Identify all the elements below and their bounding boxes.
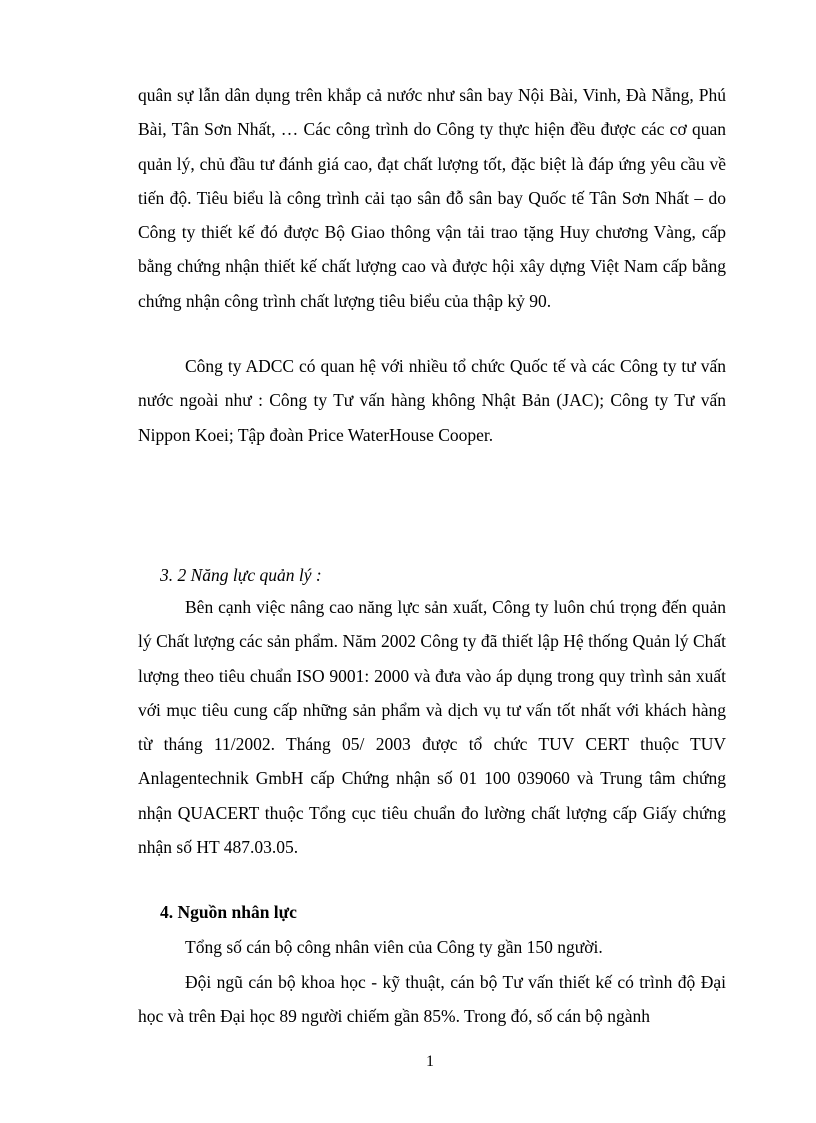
paragraph-airport-projects: quân sự lẫn dân dụng trên khắp cả nước như sân bay Nội Bài, Vinh, Đà Nẵng, Phú Bài, Tân Sơn Nhất, … Các công trình do Công ty thực hiện đều được các cơ quan quản lý, chủ đầu tư đánh giá cao, đạt chất lượng tốt, đặc biệt là đáp ứng yêu cầu về tiến độ. Tiêu biểu là công trình cải tạo sân đỗ sân bay Quốc tế Tân Sơn Nhất – do Công ty thiết kế đó được Bộ Giao thông vận tải trao tặng Huy chương Vàng, cấp bằng chứng nhận thiết kế chất lượng cao và được hội xây dựng Việt Nam cấp bằng chứng nhận công trình chất lượng tiêu biểu của thập kỷ 90. — [138, 85, 726, 311]
paragraph-staff-count: Tổng số cán bộ công nhân viên của Công ty gần 150 người. — [185, 937, 603, 957]
section-heading-human-resources: 4. Nguồn nhân lực — [160, 902, 297, 922]
paragraph-staff-qualifications: Đội ngũ cán bộ khoa học - kỹ thuật, cán bộ Tư vấn thiết kế có trình độ Đại học và trên Đại học 89 người chiếm gần 85%. Trong đó, số cán bộ ngành — [138, 972, 726, 1027]
paragraph-quality-management: Bên cạnh việc nâng cao năng lực sản xuất, Công ty luôn chú trọng đến quản lý Chất lượng các sản phẩm. Năm 2002 Công ty đã thiết lập Hệ thống Quản lý Chất lượng theo tiêu chuẩn ISO 9001: 2000 và đưa vào áp dụng trong quy trình sản xuất với mục tiêu cung cấp những sản phẩm và dịch vụ tư vấn tốt nhất với khách hàng từ tháng 11/2002. Tháng 05/ 2003 được tổ chức TUV CERT thuộc TUV Anlagentechnik GmbH cấp Chứng nhận số 01 100 039060 và Trung tâm chứng nhận QUACERT thuộc Tổng cục tiêu chuẩn đo lường chất lượng cấp Giấy chứng nhận số HT 487.03.05. — [138, 597, 726, 858]
page-number: 1 — [426, 1053, 434, 1070]
section-subheading-management: 3. 2 Năng lực quản lý : — [160, 565, 322, 585]
paragraph-international-relations: Công ty ADCC có quan hệ với nhiều tổ chức Quốc tế và các Công ty tư vấn nước ngoài như : Công ty Tư vấn hàng không Nhật Bản (JAC); Công ty Tư vấn Nippon Koei; Tập đoàn Price WaterHouse Cooper. — [138, 356, 726, 445]
